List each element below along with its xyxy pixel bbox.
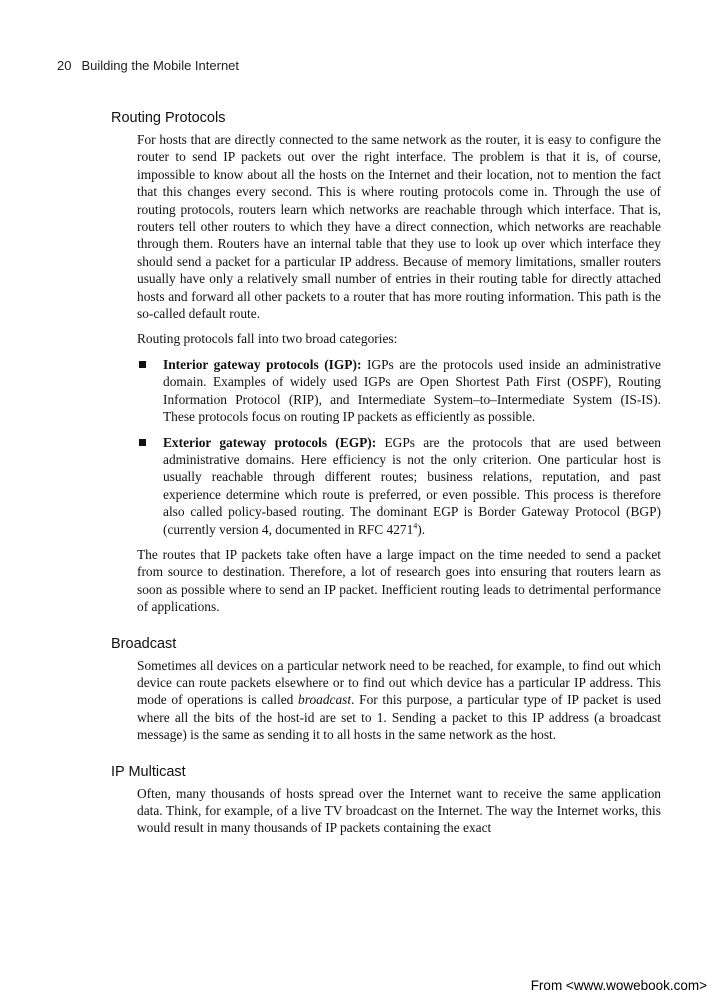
paragraph: The routes that IP packets take often have a large impact on the time needed to send a packet from source to destination. Therefore, a lot of research goes into ensuring that routers learn as soon as possible where to send an IP packet. Inefficient routing leads to detrimental performance of applications. [137,546,661,615]
list-item [137,356,661,426]
page-number: 20 [57,58,72,73]
paragraph: Often, many thousands of hosts spread over the Internet want to receive the same application data. Think, for example, of a live TV broadcast on the Internet. The way the Internet works, this would result in many thousands of IP packets containing the exact [137,785,661,836]
list-item [137,434,661,538]
section-heading: IP Multicast [111,763,186,780]
running-title: Building the Mobile Internet [81,58,240,73]
section-heading: Broadcast [111,635,177,652]
section-body [137,131,661,616]
text-run: . For this purpose, a particular type of IP packet is used where all the bits of the host-id are set to 1. Sending a packet to this IP address (a broadcast message) is the same as sending it to all hosts in the same network as the host. [137,692,661,743]
bullet-square-icon [139,439,146,446]
source-footer: From <www.wowebook.com> [530,978,707,993]
section-broadcast [111,636,671,744]
section-body [137,657,661,744]
emphasis: broadcast [298,692,352,708]
bullet-term: Interior gateway protocols (IGP): [163,356,362,372]
bullet-text: IGPs are the protocols used inside an administrative domain. Examples of widely used IGPs are Open Shortest Path First (OSPF), Routing Information Protocol (RIP), and Intermediate System–to–Intermediate System (IS-IS). These protocols focus on routing IP packets as efficiently as possible. [163,356,661,425]
bullet-text: EGPs are the protocols that are used between administrative domains. Here efficiency is not the only criterion. One particular host is usually reachable through different routes; business relations, reputation, and past experience determine which route is preferred, or even possible. This process is therefore also called policy-based routing. The dominant EGP is Border Gateway Protocol (BGP) (currently version 4, documented in RFC 4271 [163,434,661,537]
running-header [57,58,239,73]
section-body [137,785,661,837]
section-ip-multicast [111,764,671,837]
section-heading: Routing Protocols [111,110,226,126]
bullet-text-end: ). [417,521,426,537]
text-run: Sometimes all devices on a particular network need to be reached, for example, to find out which device can route packets elsewhere or to find out which device has a particular IP address. This mode of operations is called [137,657,661,708]
paragraph [137,657,661,744]
paragraph: For hosts that are directly connected to the same network as the router, it is easy to configure the router to send IP packets out over the right interface. The problem is that it is, of course, impossible to know about all the hosts on the Internet and their location, not to mention the fact that this changes every second. This is where routing protocols come in. Through the use of routing protocols, routers learn which networks are reachable through which interface. That is, routers tell other routers to which they have a direct connection, which networks are reachable through them. Routers have an internal table that they use to look up over which interface they should send a packet for a particular IP address. Because of memory limitations, smaller routers usually have only a relatively small number of entries in their routing table for directly attached hosts and forward all other packets to a router that has more routing information. This path is the so-called default route. [137,132,661,322]
bullet-list [137,356,661,538]
paragraph: Routing protocols fall into two broad categories: [137,331,398,347]
footnote-marker: 4 [413,521,418,531]
bullet-square-icon [139,361,146,368]
section-routing-protocols [111,110,671,616]
page-content [111,110,671,857]
bullet-term: Exterior gateway protocols (EGP): [163,434,377,450]
